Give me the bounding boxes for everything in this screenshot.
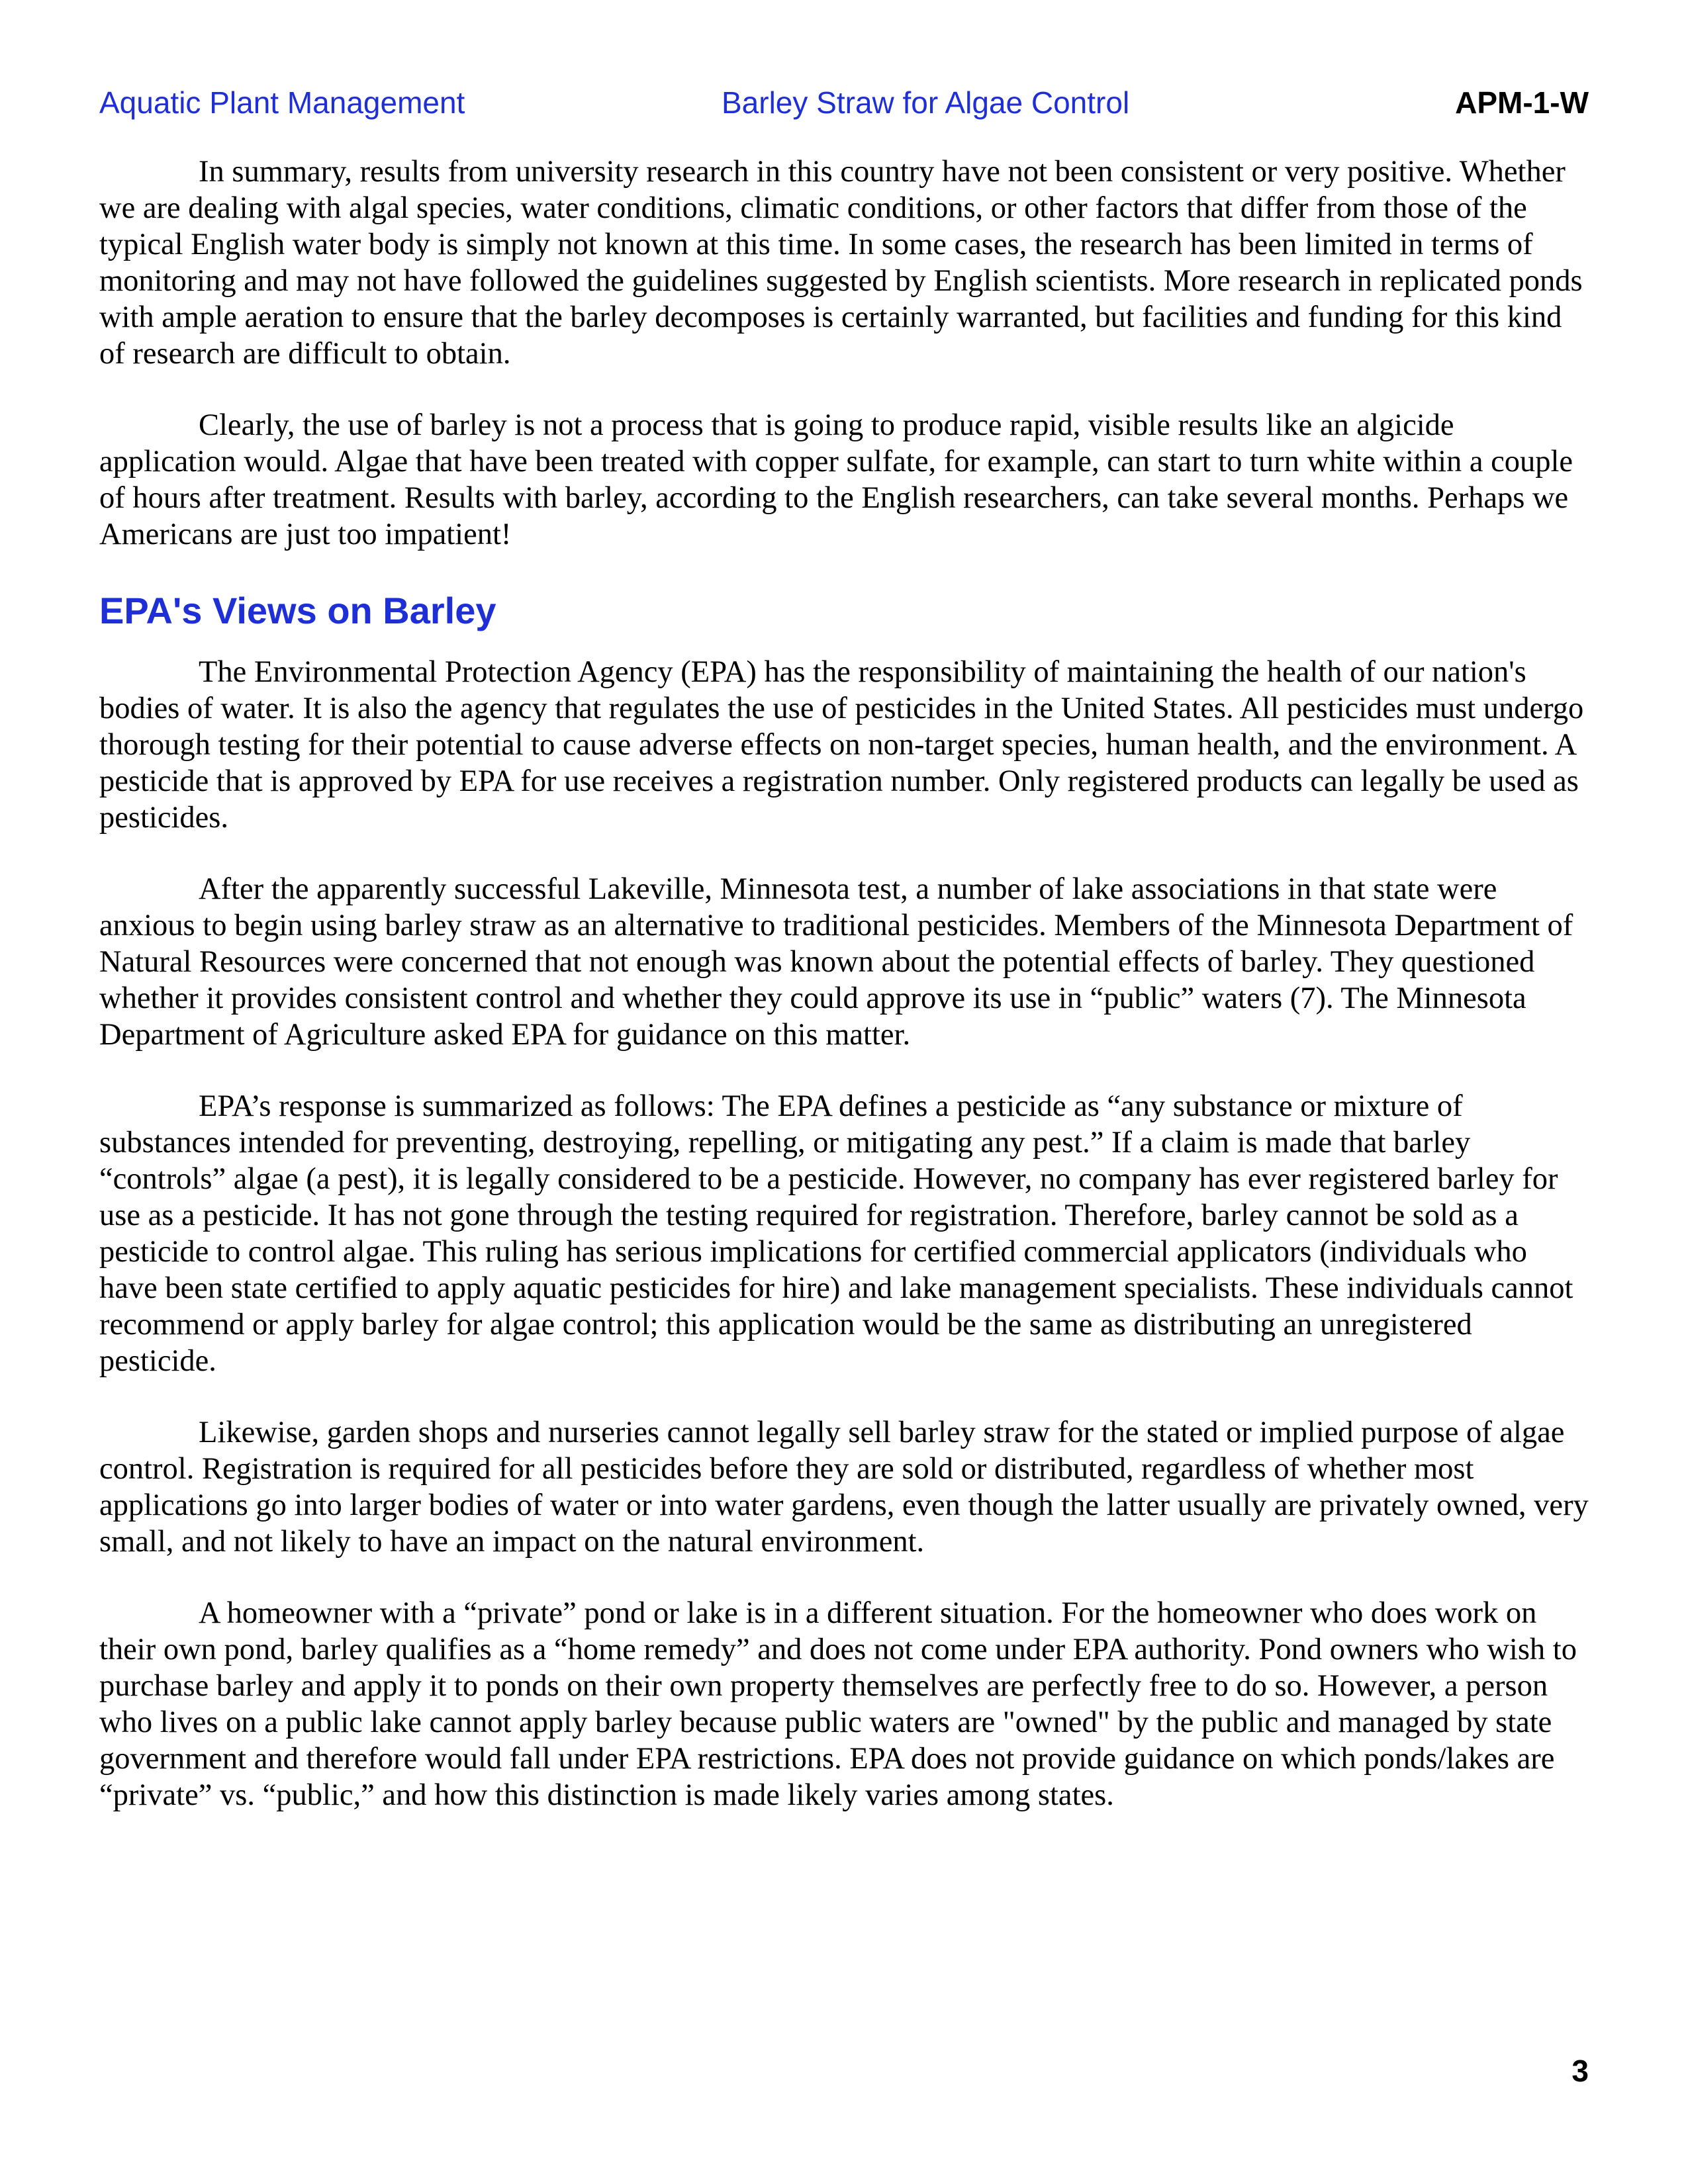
paragraph-summary: In summary, results from university research in this country have not been consistent or very positive. Whether we are dealing with algal species, water conditions, climatic conditions, or other factors that differ from those of the typical English water body is simply not known at this time. In some cases, the research has been limited in terms of monitoring and may not have followed the guidelines suggested by English scientists. More research in replicated ponds with ample aeration to ensure that the barley decomposes is certainly warranted, but facilities and funding for this kind of research are difficult to obtain. (99, 155, 1583, 371)
paragraph-epa-responsibility: The Environmental Protection Agency (EPA) has the responsibility of maintaining the health of our nation's bodies of water. It is also the agency that regulates the use of pesticides in the United States. All pesticides must undergo thorough testing for their potential to cause adverse effects on non-target species, human health, and the environment. A pesticide that is approved by EPA for use receives a registration number. Only registered products can legally be used as pesticides. (99, 655, 1584, 835)
document-body (99, 154, 1589, 1848)
paragraph-garden-shops: Likewise, garden shops and nurseries cannot legally sell barley straw for the stated or implied purpose of algae control. Registration is required for all pesticides before they are sold or distributed, regardless of whether most applications go into larger bodies of water or into water gardens, even though the latter usually are privately owned, very small, and not likely to have an impact on the natural environment. (99, 1416, 1589, 1559)
paragraph-clearly: Clearly, the use of barley is not a process that is going to produce rapid, visible results like an algicide application would. Algae that have been treated with copper sulfate, for example, can start to turn white within a couple of hours after treatment. Results with barley, according to the English researchers, can take several months. Perhaps we Americans are just too impatient! (99, 408, 1573, 551)
header-document-title: Barley Straw for Algae Control (722, 85, 1130, 120)
paragraph-epa-response: EPA’s response is summarized as follows: The EPA defines a pesticide as “any substance or mixture of substances intended for preventing, destroying, repelling, or mitigating any pest.” If a claim is made that barley “controls” algae (a pest), it is legally considered to be a pesticide. However, no company has ever registered barley for use as a pesticide. It has not gone through the testing required for registration. Therefore, barley cannot be sold as a pesticide to control algae. This ruling has serious implications for certified commercial applicators (individuals who have been state certified to apply aquatic pesticides for hire) and lake management specialists. These individuals cannot recommend or apply barley for algae control; this application would be the same as distributing an unregistered pesticide. (99, 1089, 1573, 1378)
page-number: 3 (1571, 2054, 1589, 2088)
section-heading-epa-views: EPA's Views on Barley (99, 590, 496, 631)
header-series-title: Aquatic Plant Management (99, 85, 465, 120)
paragraph-homeowner: A homeowner with a “private” pond or lake is in a different situation. For the homeowner who does work on their own pond, barley qualifies as a “home remedy” and does not come under EPA authority. Pond owners who wish to purchase barley and apply it to ponds on their own property themselves are perfectly free to do so. However, a person who lives on a public lake cannot apply barley because public waters are "owned" by the public and managed by state government and therefore would fall under EPA restrictions. EPA does not provide guidance on which ponds/lakes are “private” vs. “public,” and how this distinction is made likely varies among states. (99, 1596, 1577, 1812)
paragraph-lakeville-test: After the apparently successful Lakeville, Minnesota test, a number of lake associations in that state were anxious to begin using barley straw as an alternative to traditional pesticides. Members of the Minnesota Department of Natural Resources were concerned that not enough was known about the potential effects of barley. They questioned whether it provides consistent control and whether they could approve its use in “public” waters (7). The Minnesota Department of Agriculture asked EPA for guidance on this matter. (99, 872, 1573, 1052)
header-document-code: APM-1-W (1455, 85, 1589, 120)
page-header (99, 85, 1589, 131)
